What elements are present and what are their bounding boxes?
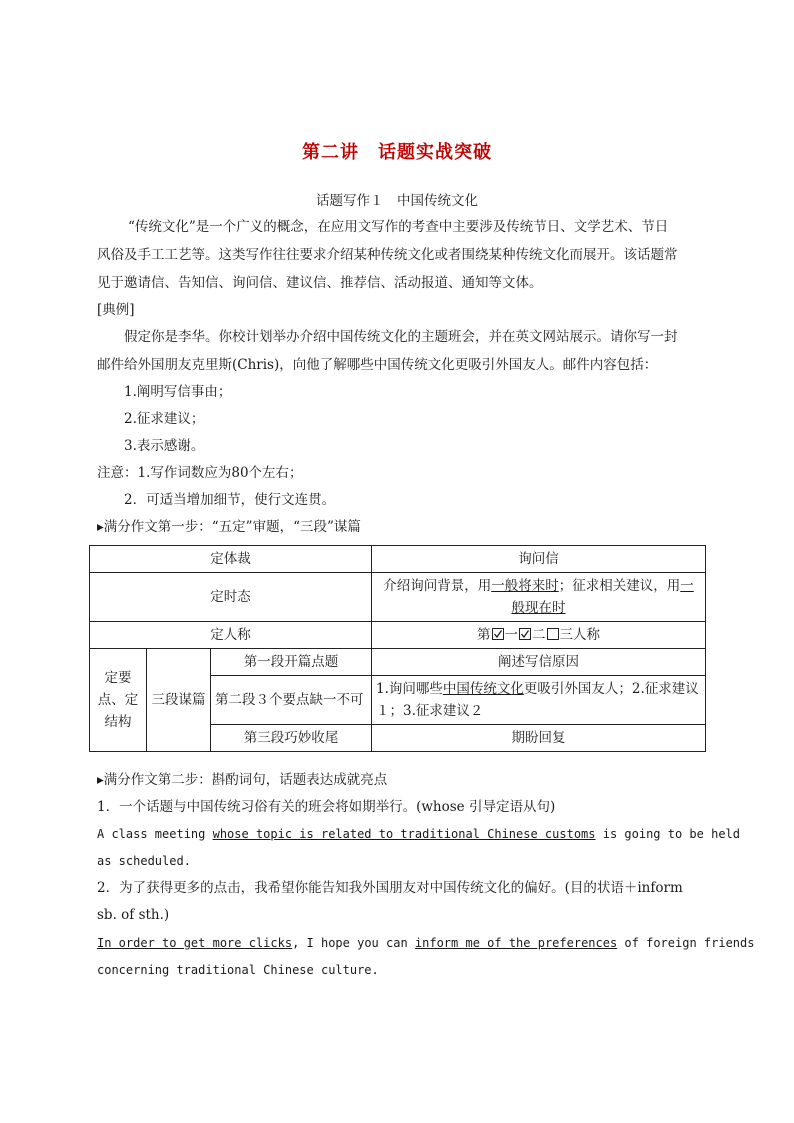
english-underlined: whose topic is related to traditional Chinese customs <box>212 827 596 841</box>
table-cell: 第一段开篇点题 <box>211 649 372 676</box>
prompt-line-2: 邮件给外国朋友克里斯(Chris)，向他了解哪些中国传统文化更吸引外国友人。邮件内容包括： <box>97 357 658 373</box>
table-cell: 定时态 <box>90 573 372 622</box>
intro-line-1: “传统文化”是一个广义的概念，在应用文写作的考查中主要涉及传统节日、文学艺术、节日 <box>128 219 669 235</box>
english-text: is going to be held <box>595 827 740 841</box>
english-underlined: inform me of the preferences <box>414 936 618 950</box>
english-underlined: In order to get more clicks <box>97 936 293 950</box>
table-cell: 三段谋篇 <box>147 649 211 752</box>
tense-text: ；征求相关建议，用 <box>558 578 681 594</box>
table-cell <box>372 676 706 725</box>
points-text: 1.询问哪些 <box>376 681 443 697</box>
sentence-1-chinese: 1．一个话题与中国传统习俗有关的班会将如期举行。(whose 引导定语从句) <box>97 799 556 815</box>
table-cell: 定人称 <box>90 622 372 649</box>
tense-text: 介绍询问背景，用 <box>383 578 492 594</box>
table-row <box>90 573 706 622</box>
person-text: 三人称 <box>559 627 600 643</box>
requirement-item-1: 1.阐明写信事由； <box>124 384 232 400</box>
note-line-1: 注意：1.写作词数应为80个左右； <box>97 465 303 481</box>
table-row <box>90 622 706 649</box>
step-one-heading: ▸满分作文第一步：“五定”审题，“三段”谋篇 <box>97 519 361 535</box>
prompt-line-1: 假定你是李华。你校计划举办介绍中国传统文化的主题班会，并在英文网站展示。请你写一封 <box>124 329 678 345</box>
table-cell: 定要点、定结构 <box>90 649 147 752</box>
points-text: 更吸引外国友人；2.征求建议１；3.征求建议２ <box>376 681 699 719</box>
tense-underlined: 一般将来时 <box>491 578 559 594</box>
table-cell <box>372 573 706 622</box>
english-text: A class meeting <box>97 827 213 841</box>
english-text: , I hope you can <box>292 936 415 950</box>
intro-line-2: 风俗及手工工艺等。这类写作往往要求介绍某种传统文化或者围绕某种传统文化而展开。该话题常 <box>97 247 678 263</box>
page-title: 第二讲 话题实战突破 <box>302 142 492 163</box>
requirement-item-3: 3.表示感谢。 <box>124 438 205 454</box>
table-cell: 第二段３个要点缺一不可 <box>211 676 372 725</box>
table-cell: 第三段巧妙收尾 <box>211 725 372 752</box>
sentence-1-english-cont: as scheduled. <box>97 854 191 868</box>
tense-underlined: 一 <box>680 578 694 594</box>
english-text: of foreign friends <box>617 936 755 950</box>
table-cell: 阐述写信原因 <box>372 649 706 676</box>
sentence-2-english <box>97 933 754 953</box>
note-line-2: 2．可适当增加细节，使行文连贯。 <box>124 492 336 508</box>
table-row <box>90 649 706 676</box>
table-row <box>90 546 706 573</box>
tense-underlined: 般现在时 <box>511 600 566 616</box>
person-text: 第 <box>477 627 491 643</box>
checked-box-icon <box>492 628 504 640</box>
person-text: 一 <box>504 627 518 643</box>
intro-line-3: 见于邀请信、告知信、询问信、建议信、推荐信、活动报道、通知等文体。 <box>97 275 543 291</box>
table-cell: 定体裁 <box>90 546 372 573</box>
step-two-heading: ▸满分作文第二步：斟酌词句，话题表达成就亮点 <box>97 772 388 788</box>
section-subtitle: 话题写作１ 中国传统文化 <box>316 193 478 209</box>
planning-table <box>89 545 706 752</box>
table-cell: 询问信 <box>372 546 706 573</box>
example-label: [典例] <box>97 302 135 318</box>
points-underlined: 中国传统文化 <box>442 681 524 697</box>
requirement-item-2: 2.征求建议； <box>124 411 205 427</box>
sentence-2-chinese-cont: sb. of sth.) <box>97 907 170 923</box>
table-cell <box>372 622 706 649</box>
table-cell: 期盼回复 <box>372 725 706 752</box>
person-text: 二 <box>532 627 546 643</box>
sentence-2-chinese: 2．为了获得更多的点击，我希望你能告知我外国朋友对中国传统文化的偏好。(目的状语＋inform <box>97 880 683 896</box>
checked-box-icon <box>519 628 531 640</box>
sentence-1-english <box>97 824 740 844</box>
empty-box-icon <box>547 628 559 640</box>
sentence-2-english-cont: concerning traditional Chinese culture. <box>97 963 379 977</box>
